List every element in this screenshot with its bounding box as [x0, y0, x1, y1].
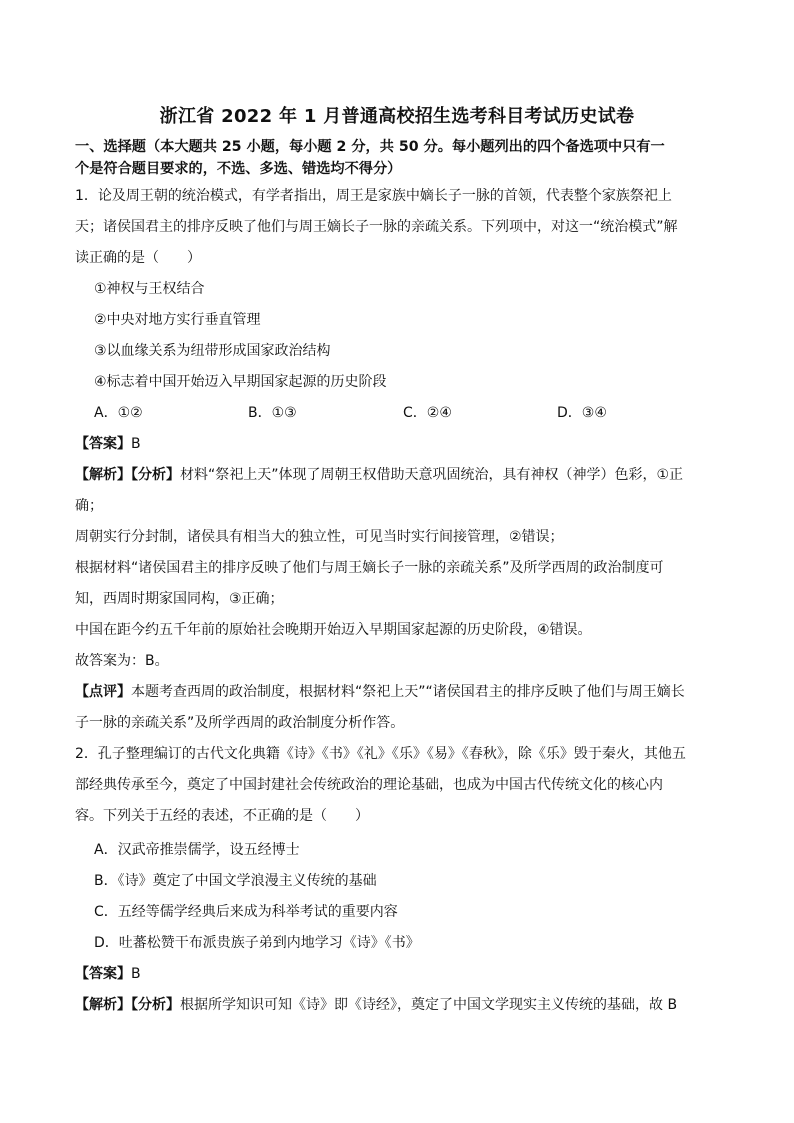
- section-heading-line: 个是符合题目要求的，不选、多选、错选均不得分）: [75, 161, 402, 177]
- analysis-line: 根据所学知识可知《诗》即《诗经》，奠定了中国文学现实主义传统的基础，故 B: [180, 997, 678, 1013]
- statement-item: ②中央对地方实行垂直管理: [94, 312, 261, 328]
- statement-item: ③以血缘关系为纽带形成国家政治结构: [94, 343, 331, 359]
- option-a: A．汉武帝推崇儒学，设五经博士: [94, 842, 300, 858]
- option-b: B．《诗》奠定了中国文学浪漫主义传统的基础: [94, 873, 377, 889]
- analysis-line: 知，西周时期家国同构，③正确；: [75, 591, 284, 607]
- comment-line: 子一脉的亲疏关系”及所学西周的政治制度分析作答。: [75, 715, 405, 731]
- question-2-stem: [75, 739, 725, 832]
- comment-line: 本题考查西周的政治制度，根据材料“祭祀上天”“诸侯国君主的排序反映了他们与周王嫡长: [131, 684, 685, 700]
- analysis-1: [75, 460, 725, 677]
- analysis-line: 材料“祭祀上天”体现了周朝王权借助天意巩固统治，具有神权（神学）色彩，①正: [180, 467, 684, 483]
- comment-1: [75, 677, 725, 739]
- answer-tag: 【答案】: [75, 966, 131, 982]
- analysis-line: 根据材料“诸侯国君主的排序反映了他们与周王嫡长子一脉的亲疏关系”及所学西周的政治制度可: [75, 560, 664, 576]
- stem-line: 1．论及周王朝的统治模式，有学者指出，周王是家族中嫡长子一脉的首领，代表整个家族祭祀上: [75, 188, 672, 204]
- answer-1: [75, 429, 725, 460]
- stem-line: 部经典传承至今，奠定了中国封建社会传统政治的理论基础，也成为中国古代传统文化的核心内: [75, 777, 663, 793]
- option-d: D．吐蕃松赞干布派贵族子弟到内地学习《诗》《书》: [94, 935, 420, 951]
- answer-2: [75, 959, 725, 990]
- option-c: C．②④: [403, 405, 452, 421]
- analysis-line: 故答案为：B。: [75, 653, 169, 669]
- answer-value: B: [131, 966, 141, 982]
- analysis-line: 周朝实行分封制，诸侯具有相当大的独立性，可见当时实行间接管理，②错误；: [75, 529, 564, 545]
- stem-line: 容。下列关于五经的表述，不正确的是（ ）: [75, 808, 369, 824]
- analysis-2: [75, 990, 715, 1021]
- answer-value: B: [131, 436, 141, 452]
- stem-line: 天；诸侯国君主的排序反映了他们与周王嫡长子一脉的亲疏关系。下列项中，对这一“统治模式”解: [75, 219, 678, 235]
- option-a: A．①②: [94, 405, 143, 421]
- stem-line: 读正确的是（ ）: [75, 250, 201, 266]
- analysis-subtag: 【分析】: [131, 997, 180, 1013]
- option-d: D．③④: [557, 405, 607, 421]
- statement-item: ④标志着中国开始迈入早期国家起源的历史阶段: [94, 374, 387, 390]
- section-heading-line: 一、选择题（本大题共 25 小题，每小题 2 分，共 50 分。每小题列出的四个备选项中只有一: [75, 139, 665, 155]
- option-c: C．五经等儒学经典后来成为科举考试的重要内容: [94, 904, 398, 920]
- comment-tag: 【点评】: [75, 684, 131, 700]
- page-title: 浙江省 2022 年 1 月普通高校招生选考科目考试历史试卷: [159, 106, 635, 127]
- analysis-subtag: 【分析】: [131, 467, 180, 483]
- analysis-tag: 【解析】: [75, 997, 131, 1013]
- stem-line: 2．孔子整理编订的古代文化典籍《诗》《书》《礼》《乐》《易》《春秋》，除《乐》毁于秦火，其他五: [75, 746, 686, 762]
- question-1-stem: [75, 181, 725, 274]
- analysis-line: 确；: [75, 498, 103, 514]
- answer-tag: 【答案】: [75, 436, 131, 452]
- option-b: B．①③: [248, 405, 297, 421]
- section-heading: [75, 136, 725, 180]
- question-2-options: [94, 835, 714, 959]
- question-1-items: [94, 274, 714, 398]
- analysis-tag: 【解析】: [75, 467, 131, 483]
- statement-item: ①神权与王权结合: [94, 281, 205, 297]
- analysis-line: 中国在距今约五千年前的原始社会晚期开始迈入早期国家起源的历史阶段，④错误。: [75, 622, 592, 638]
